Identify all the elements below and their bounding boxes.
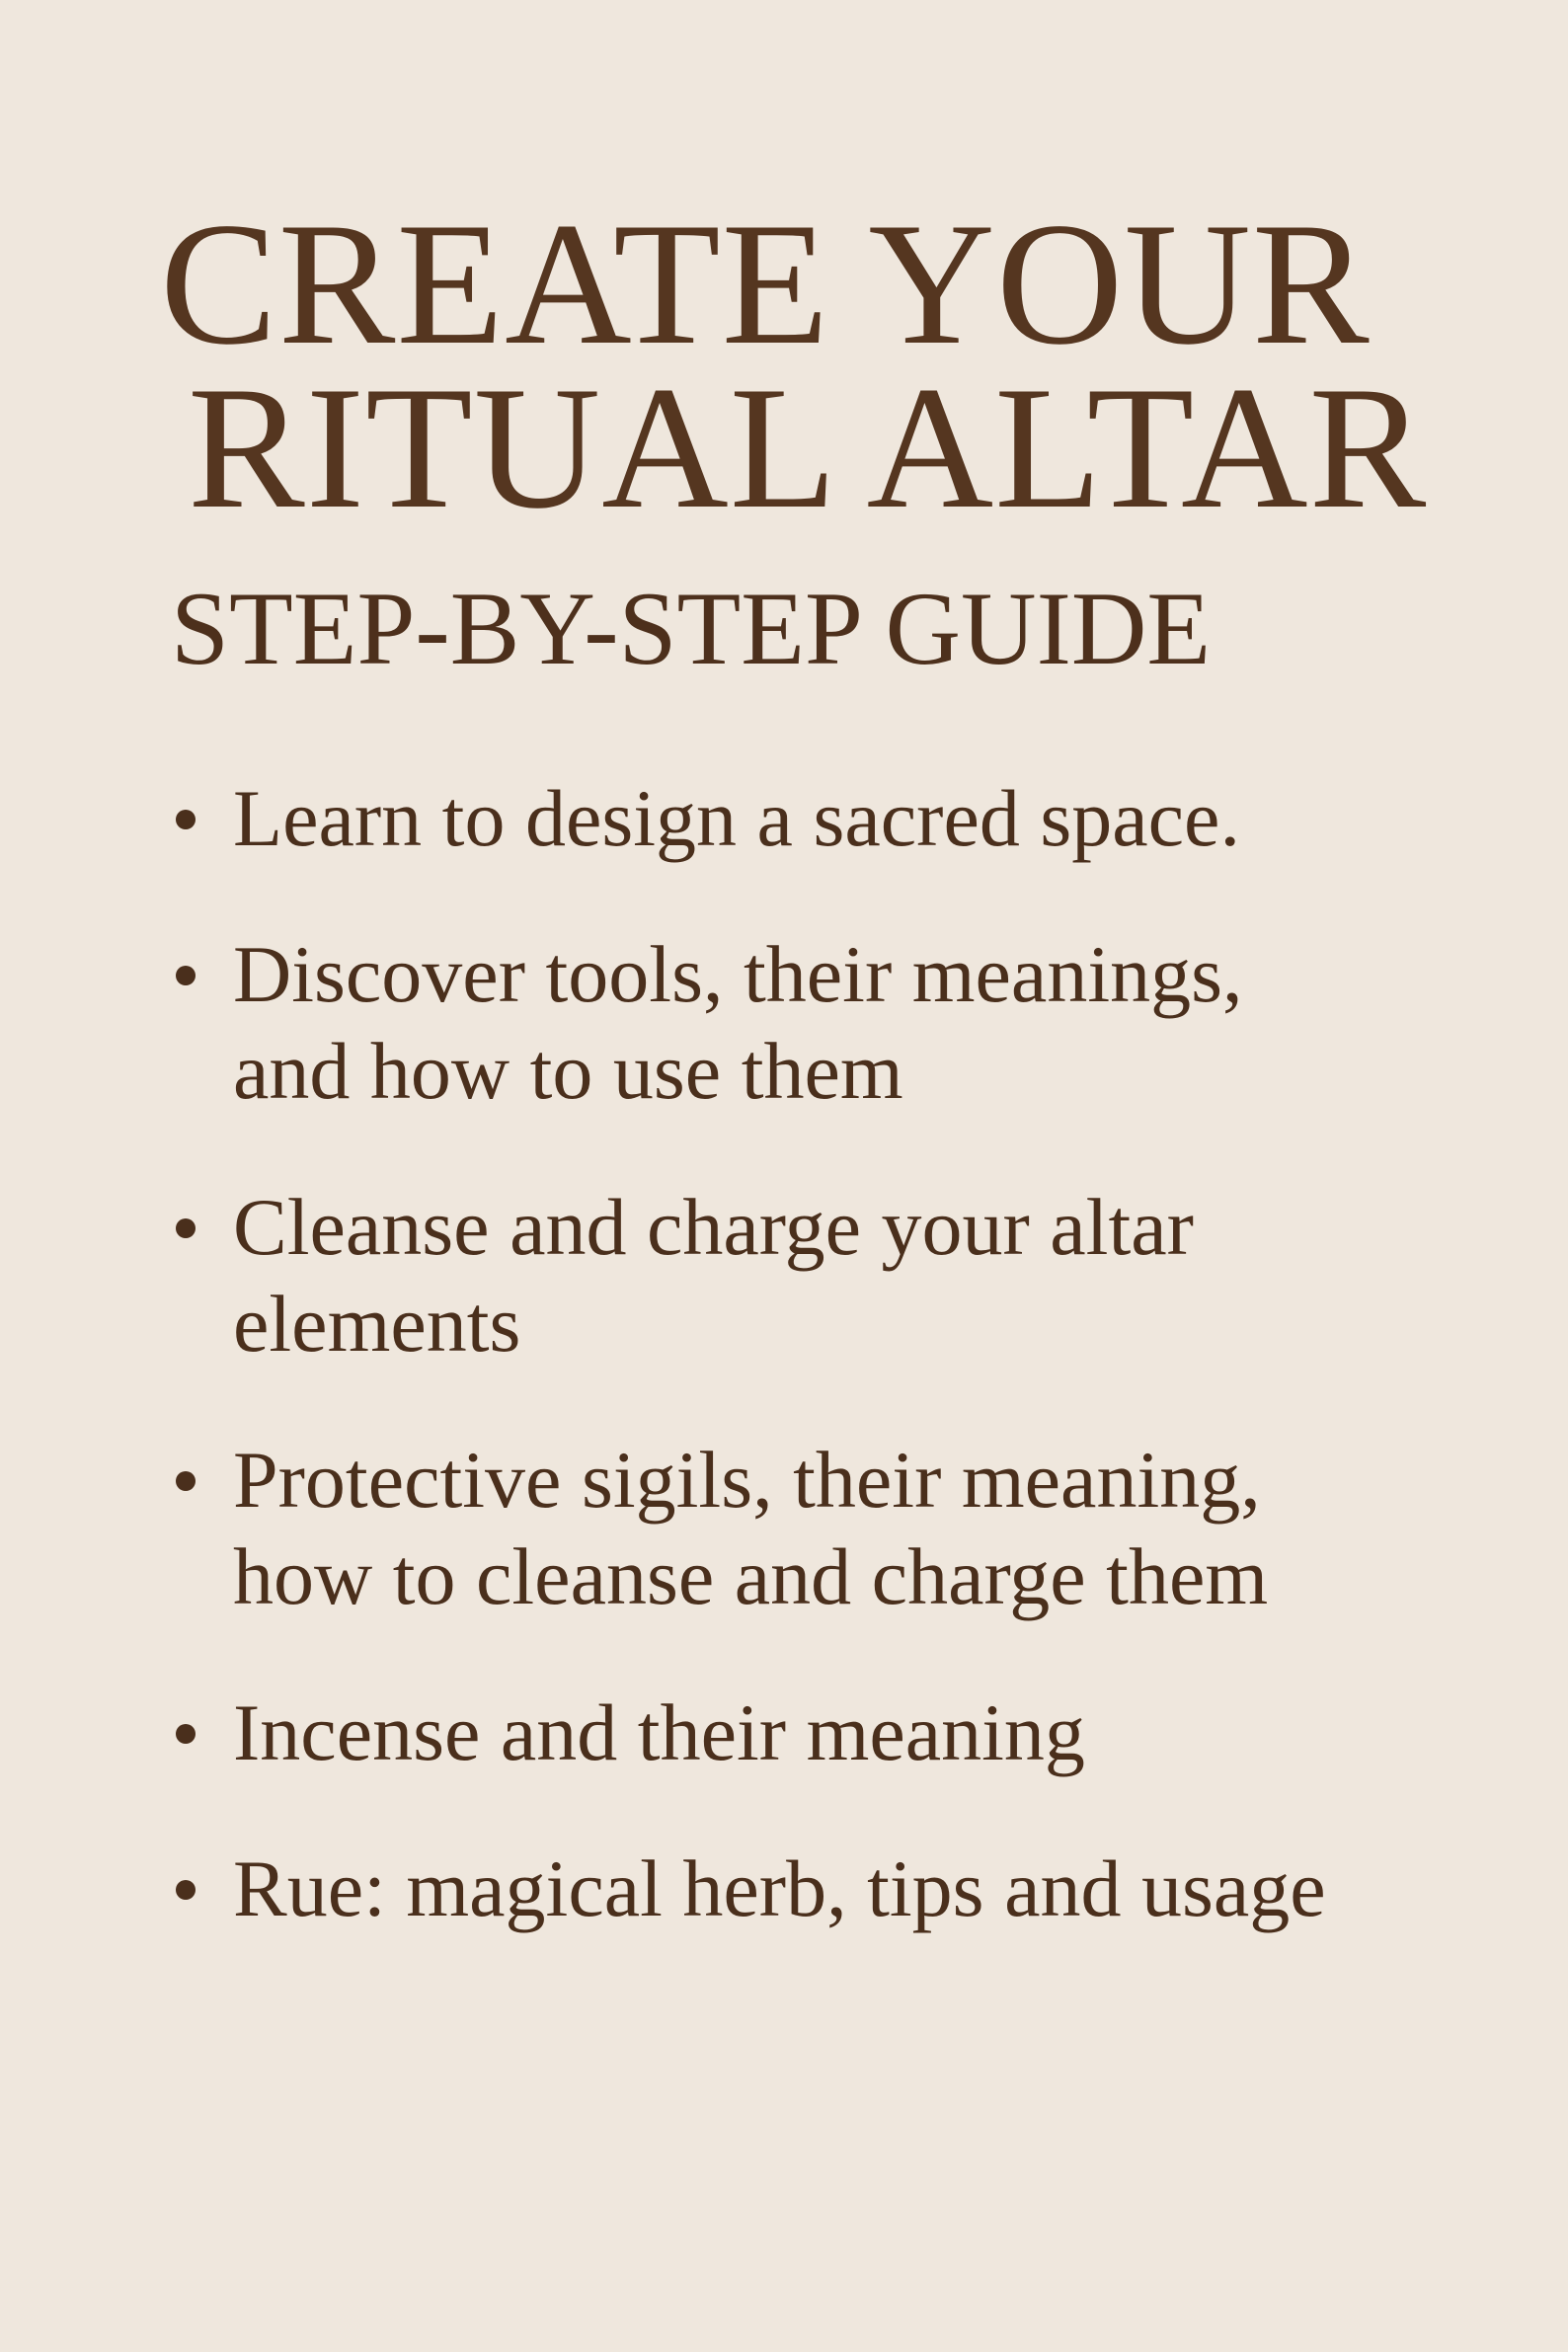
- bullet-item-4: [168, 1432, 1451, 1625]
- bullet-item-4-line-1: Protective sigils, their meaning,: [233, 1435, 1261, 1525]
- bullet-dot-icon: [176, 966, 196, 985]
- bullet-list: [168, 770, 1451, 1997]
- bullet-item-2-line-2: and how to use them: [233, 1026, 903, 1116]
- bullet-item-4-line-2: how to cleanse and charge them: [233, 1531, 1269, 1621]
- title-line-2: RITUAL ALTAR: [188, 350, 1428, 545]
- bullet-item-3: [168, 1179, 1451, 1372]
- bullet-dot-icon: [176, 1218, 196, 1238]
- bullet-dot-icon: [176, 810, 196, 829]
- bullet-item-3-line-2: elements: [233, 1279, 521, 1369]
- bullet-item-6: [168, 1841, 1451, 1937]
- bullet-item-5: [168, 1685, 1451, 1781]
- bullet-item-3-line-1: Cleanse and charge your altar: [233, 1182, 1194, 1272]
- title-line-1: CREATE YOUR: [160, 186, 1371, 381]
- bullet-item-2-line-1: Discover tools, their meanings,: [233, 929, 1243, 1019]
- subtitle: STEP-BY-STEP GUIDE: [171, 571, 1212, 686]
- bullet-item-5-line-1: Incense and their meaning: [233, 1687, 1085, 1777]
- bullet-item-1-line-1: Learn to design a sacred space.: [233, 773, 1240, 863]
- bullet-dot-icon: [176, 1724, 196, 1744]
- bullet-item-1: [168, 770, 1451, 867]
- bullet-item-2: [168, 926, 1451, 1120]
- bullet-dot-icon: [176, 1471, 196, 1491]
- bullet-item-6-line-1: Rue: magical herb, tips and usage: [233, 1843, 1326, 1933]
- bullet-dot-icon: [176, 1880, 196, 1900]
